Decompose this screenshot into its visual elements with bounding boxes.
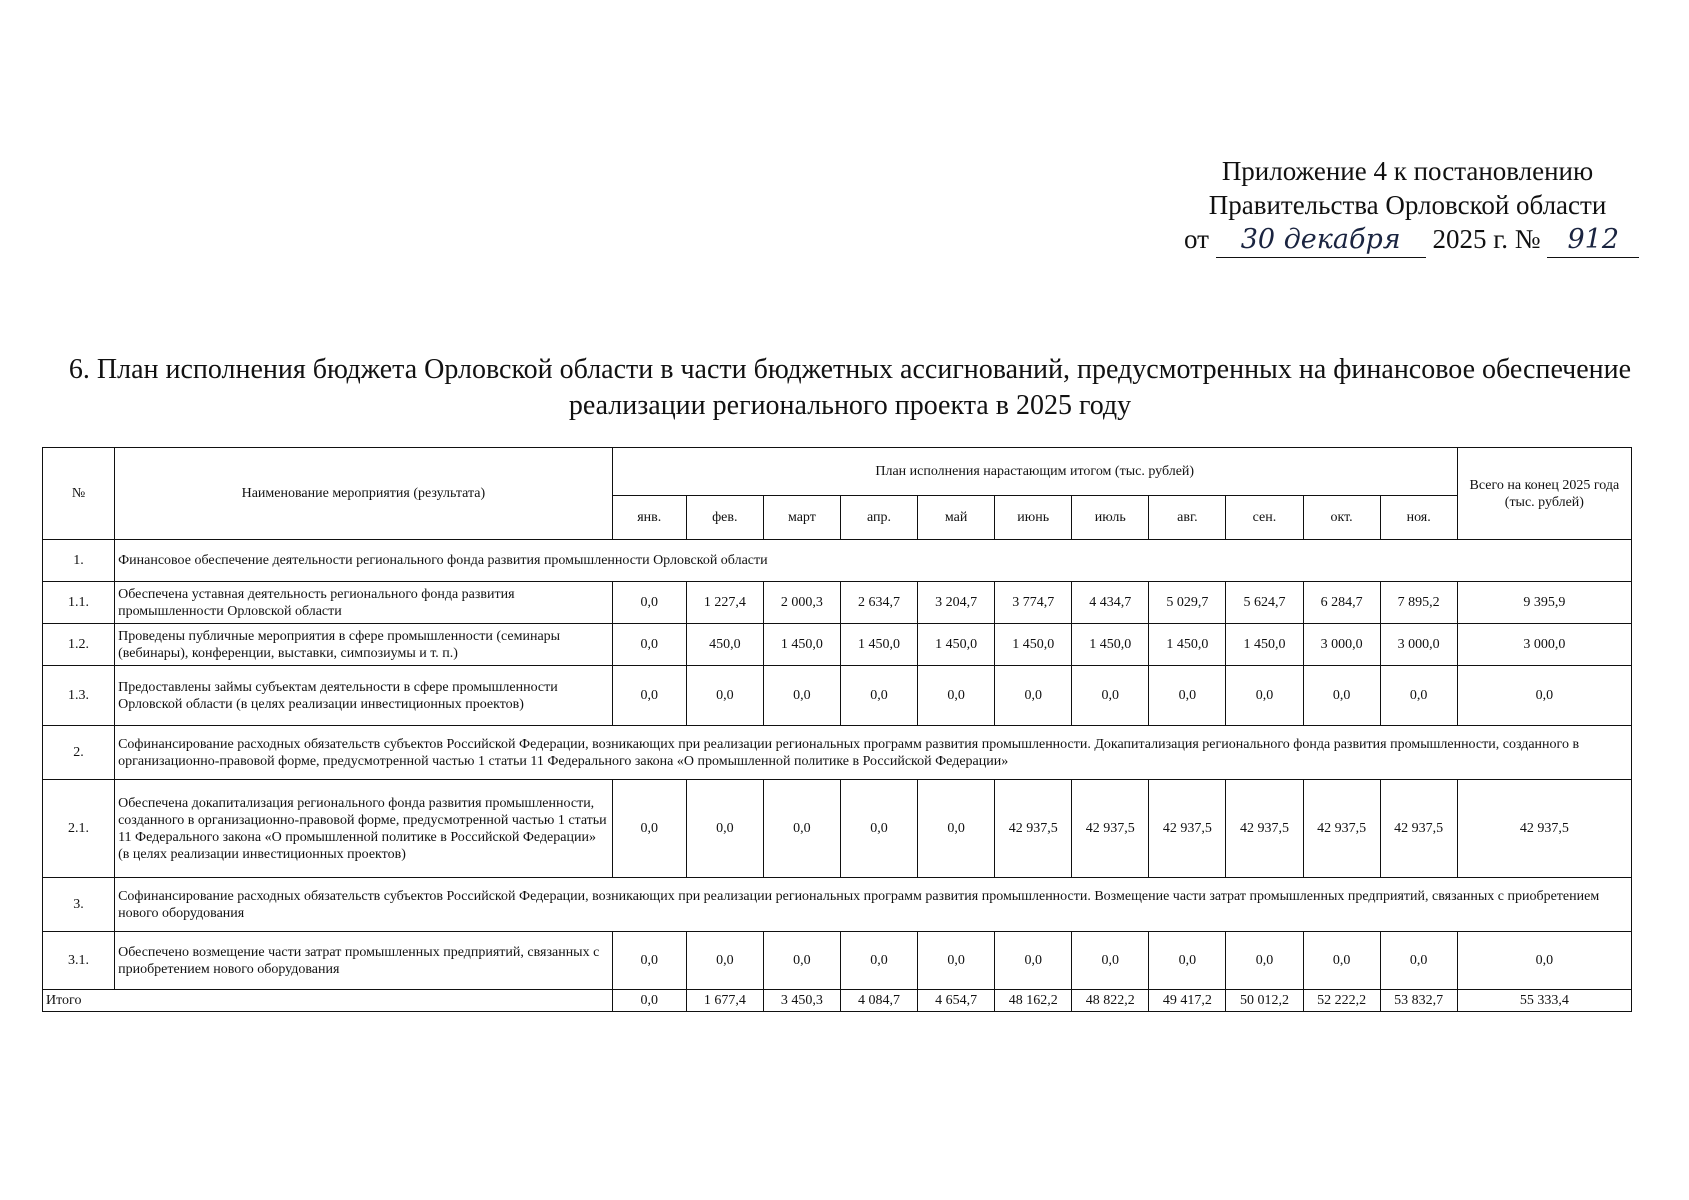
total-month-value: 0,0 (612, 990, 686, 1012)
month-value: 42 937,5 (1149, 780, 1226, 878)
document-title: 6. План исполнения бюджета Орловской области в части бюджетных ассигнований, предусмотренных на финансовое обеспечение реализации регионального проекта в 2025 году (68, 354, 1632, 421)
month-value: 1 450,0 (1226, 624, 1303, 666)
row-total: 3 000,0 (1457, 624, 1631, 666)
handwritten-date: 30 декабря (1216, 223, 1426, 258)
month-value: 0,0 (612, 582, 686, 624)
row-num: 1. (43, 540, 115, 582)
month-value: 3 000,0 (1380, 624, 1457, 666)
row-num: 2.1. (43, 780, 115, 878)
budget-table (42, 447, 1632, 1012)
month-value: 0,0 (1072, 932, 1149, 990)
appendix-line-3 (1160, 222, 1655, 258)
row-name: Проведены публичные мероприятия в сфере промышленности (семинары (вебинары), конференции, выставки, симпозиумы и т. п.) (115, 624, 613, 666)
row-num: 1.2. (43, 624, 115, 666)
section-row (43, 878, 1632, 932)
header-plan: План исполнения нарастающим итогом (тыс. рублей) (612, 448, 1457, 496)
row-total: 0,0 (1457, 666, 1631, 726)
grand-total: 55 333,4 (1457, 990, 1631, 1012)
month-value: 0,0 (1226, 932, 1303, 990)
month-value: 3 204,7 (918, 582, 995, 624)
month-value: 1 450,0 (1149, 624, 1226, 666)
month-value: 1 450,0 (995, 624, 1072, 666)
month-value: 0,0 (612, 780, 686, 878)
header-month: ноя. (1380, 496, 1457, 540)
month-value: 0,0 (1072, 666, 1149, 726)
month-value: 0,0 (1380, 932, 1457, 990)
month-value: 2 634,7 (840, 582, 917, 624)
total-month-value: 48 162,2 (995, 990, 1072, 1012)
total-month-value: 48 822,2 (1072, 990, 1149, 1012)
table-row (43, 666, 1632, 726)
month-value: 3 000,0 (1303, 624, 1380, 666)
month-value: 0,0 (840, 666, 917, 726)
row-total: 0,0 (1457, 932, 1631, 990)
row-name: Обеспечена докапитализация регионального фонда развития промышленности, созданного в организационно-правовой форме, предусмотренной частью 1 статьи 11 Федерального закона «О промышленной политике в Российской Федерации» (в целях реализации инвестиционных проектов) (115, 780, 613, 878)
appendix-line-1: Приложение 4 к постановлению (1221, 156, 1594, 186)
month-value: 0,0 (995, 932, 1072, 990)
table-row (43, 624, 1632, 666)
header-month: март (763, 496, 840, 540)
row-total: 9 395,9 (1457, 582, 1631, 624)
total-month-value: 1 677,4 (686, 990, 763, 1012)
total-month-value: 52 222,2 (1303, 990, 1380, 1012)
month-value: 7 895,2 (1380, 582, 1457, 624)
total-month-value: 49 417,2 (1149, 990, 1226, 1012)
row-num: 1.3. (43, 666, 115, 726)
appendix-block (1160, 154, 1655, 258)
row-num: 3.1. (43, 932, 115, 990)
month-value: 42 937,5 (1380, 780, 1457, 878)
total-month-value: 4 084,7 (840, 990, 917, 1012)
month-value: 0,0 (686, 666, 763, 726)
month-value: 0,0 (763, 932, 840, 990)
month-value: 1 450,0 (918, 624, 995, 666)
month-value: 0,0 (1303, 666, 1380, 726)
month-value: 4 434,7 (1072, 582, 1149, 624)
header-total: Всего на конец 2025 года (тыс. рублей) (1457, 448, 1631, 540)
month-value: 0,0 (686, 932, 763, 990)
header-month: июль (1072, 496, 1149, 540)
row-name: Предоставлены займы субъектам деятельности в сфере промышленности Орловской области (в целях реализации инвестиционных проектов) (115, 666, 613, 726)
month-value: 0,0 (918, 666, 995, 726)
header-month: фев. (686, 496, 763, 540)
row-total: 42 937,5 (1457, 780, 1631, 878)
month-value: 6 284,7 (1303, 582, 1380, 624)
month-value: 0,0 (612, 932, 686, 990)
header-name: Наименование мероприятия (результата) (115, 448, 613, 540)
month-value: 5 624,7 (1226, 582, 1303, 624)
total-month-value: 4 654,7 (918, 990, 995, 1012)
section-row (43, 726, 1632, 780)
month-value: 0,0 (763, 780, 840, 878)
appendix-line-2: Правительства Орловской области (1208, 190, 1607, 220)
handwritten-number: 912 (1547, 223, 1639, 258)
month-value: 1 450,0 (763, 624, 840, 666)
month-value: 3 774,7 (995, 582, 1072, 624)
month-value: 1 227,4 (686, 582, 763, 624)
header-month: июнь (995, 496, 1072, 540)
total-month-value: 53 832,7 (1380, 990, 1457, 1012)
header-month: авг. (1149, 496, 1226, 540)
table-row (43, 582, 1632, 624)
month-value: 42 937,5 (1072, 780, 1149, 878)
month-value: 0,0 (918, 780, 995, 878)
section-name: Софинансирование расходных обязательств субъектов Российской Федерации, возникающих при реализации региональных программ развития промышленности. Докапитализация регионального фонда развития промышленности, созданного в организационно-правовой форме, предусмотренной частью 1 статьи 11 Федерального закона «О промышленной политике в Российской Федерации» (115, 726, 1632, 780)
month-value: 0,0 (612, 666, 686, 726)
month-value: 0,0 (840, 780, 917, 878)
month-value: 0,0 (840, 932, 917, 990)
header-num: № (43, 448, 115, 540)
month-value: 450,0 (686, 624, 763, 666)
month-value: 0,0 (918, 932, 995, 990)
month-value: 1 450,0 (840, 624, 917, 666)
row-num: 2. (43, 726, 115, 780)
appendix-prefix: от (1184, 224, 1209, 254)
section-name: Софинансирование расходных обязательств субъектов Российской Федерации, возникающих при реализации региональных программ развития промышленности. Возмещение части затрат промышленных предприятий, связанных с приобретением нового оборудования (115, 878, 1632, 932)
month-value: 0,0 (763, 666, 840, 726)
header-month: янв. (612, 496, 686, 540)
header-month: сен. (1226, 496, 1303, 540)
total-month-value: 3 450,3 (763, 990, 840, 1012)
month-value: 5 029,7 (1149, 582, 1226, 624)
header-row-1 (43, 448, 1632, 496)
month-value: 42 937,5 (1303, 780, 1380, 878)
month-value: 0,0 (1149, 666, 1226, 726)
month-value: 1 450,0 (1072, 624, 1149, 666)
section-row (43, 540, 1632, 582)
month-value: 0,0 (612, 624, 686, 666)
month-value: 42 937,5 (1226, 780, 1303, 878)
table-row (43, 932, 1632, 990)
month-value: 42 937,5 (995, 780, 1072, 878)
month-value: 0,0 (995, 666, 1072, 726)
month-value: 0,0 (1226, 666, 1303, 726)
row-num: 1.1. (43, 582, 115, 624)
row-name: Обеспечена уставная деятельность регионального фонда развития промышленности Орловской области (115, 582, 613, 624)
month-value: 0,0 (1380, 666, 1457, 726)
total-month-value: 50 012,2 (1226, 990, 1303, 1012)
row-name: Обеспечено возмещение части затрат промышленных предприятий, связанных с приобретением нового оборудования (115, 932, 613, 990)
section-name: Финансовое обеспечение деятельности регионального фонда развития промышленности Орловской области (115, 540, 1632, 582)
header-month: окт. (1303, 496, 1380, 540)
table-row (43, 780, 1632, 878)
row-num: 3. (43, 878, 115, 932)
total-row (43, 990, 1632, 1012)
month-value: 2 000,3 (763, 582, 840, 624)
month-value: 0,0 (1149, 932, 1226, 990)
header-month: апр. (840, 496, 917, 540)
total-label: Итого (43, 990, 613, 1012)
month-value: 0,0 (1303, 932, 1380, 990)
month-value: 0,0 (686, 780, 763, 878)
appendix-year: 2025 г. № (1432, 224, 1541, 254)
header-month: май (918, 496, 995, 540)
